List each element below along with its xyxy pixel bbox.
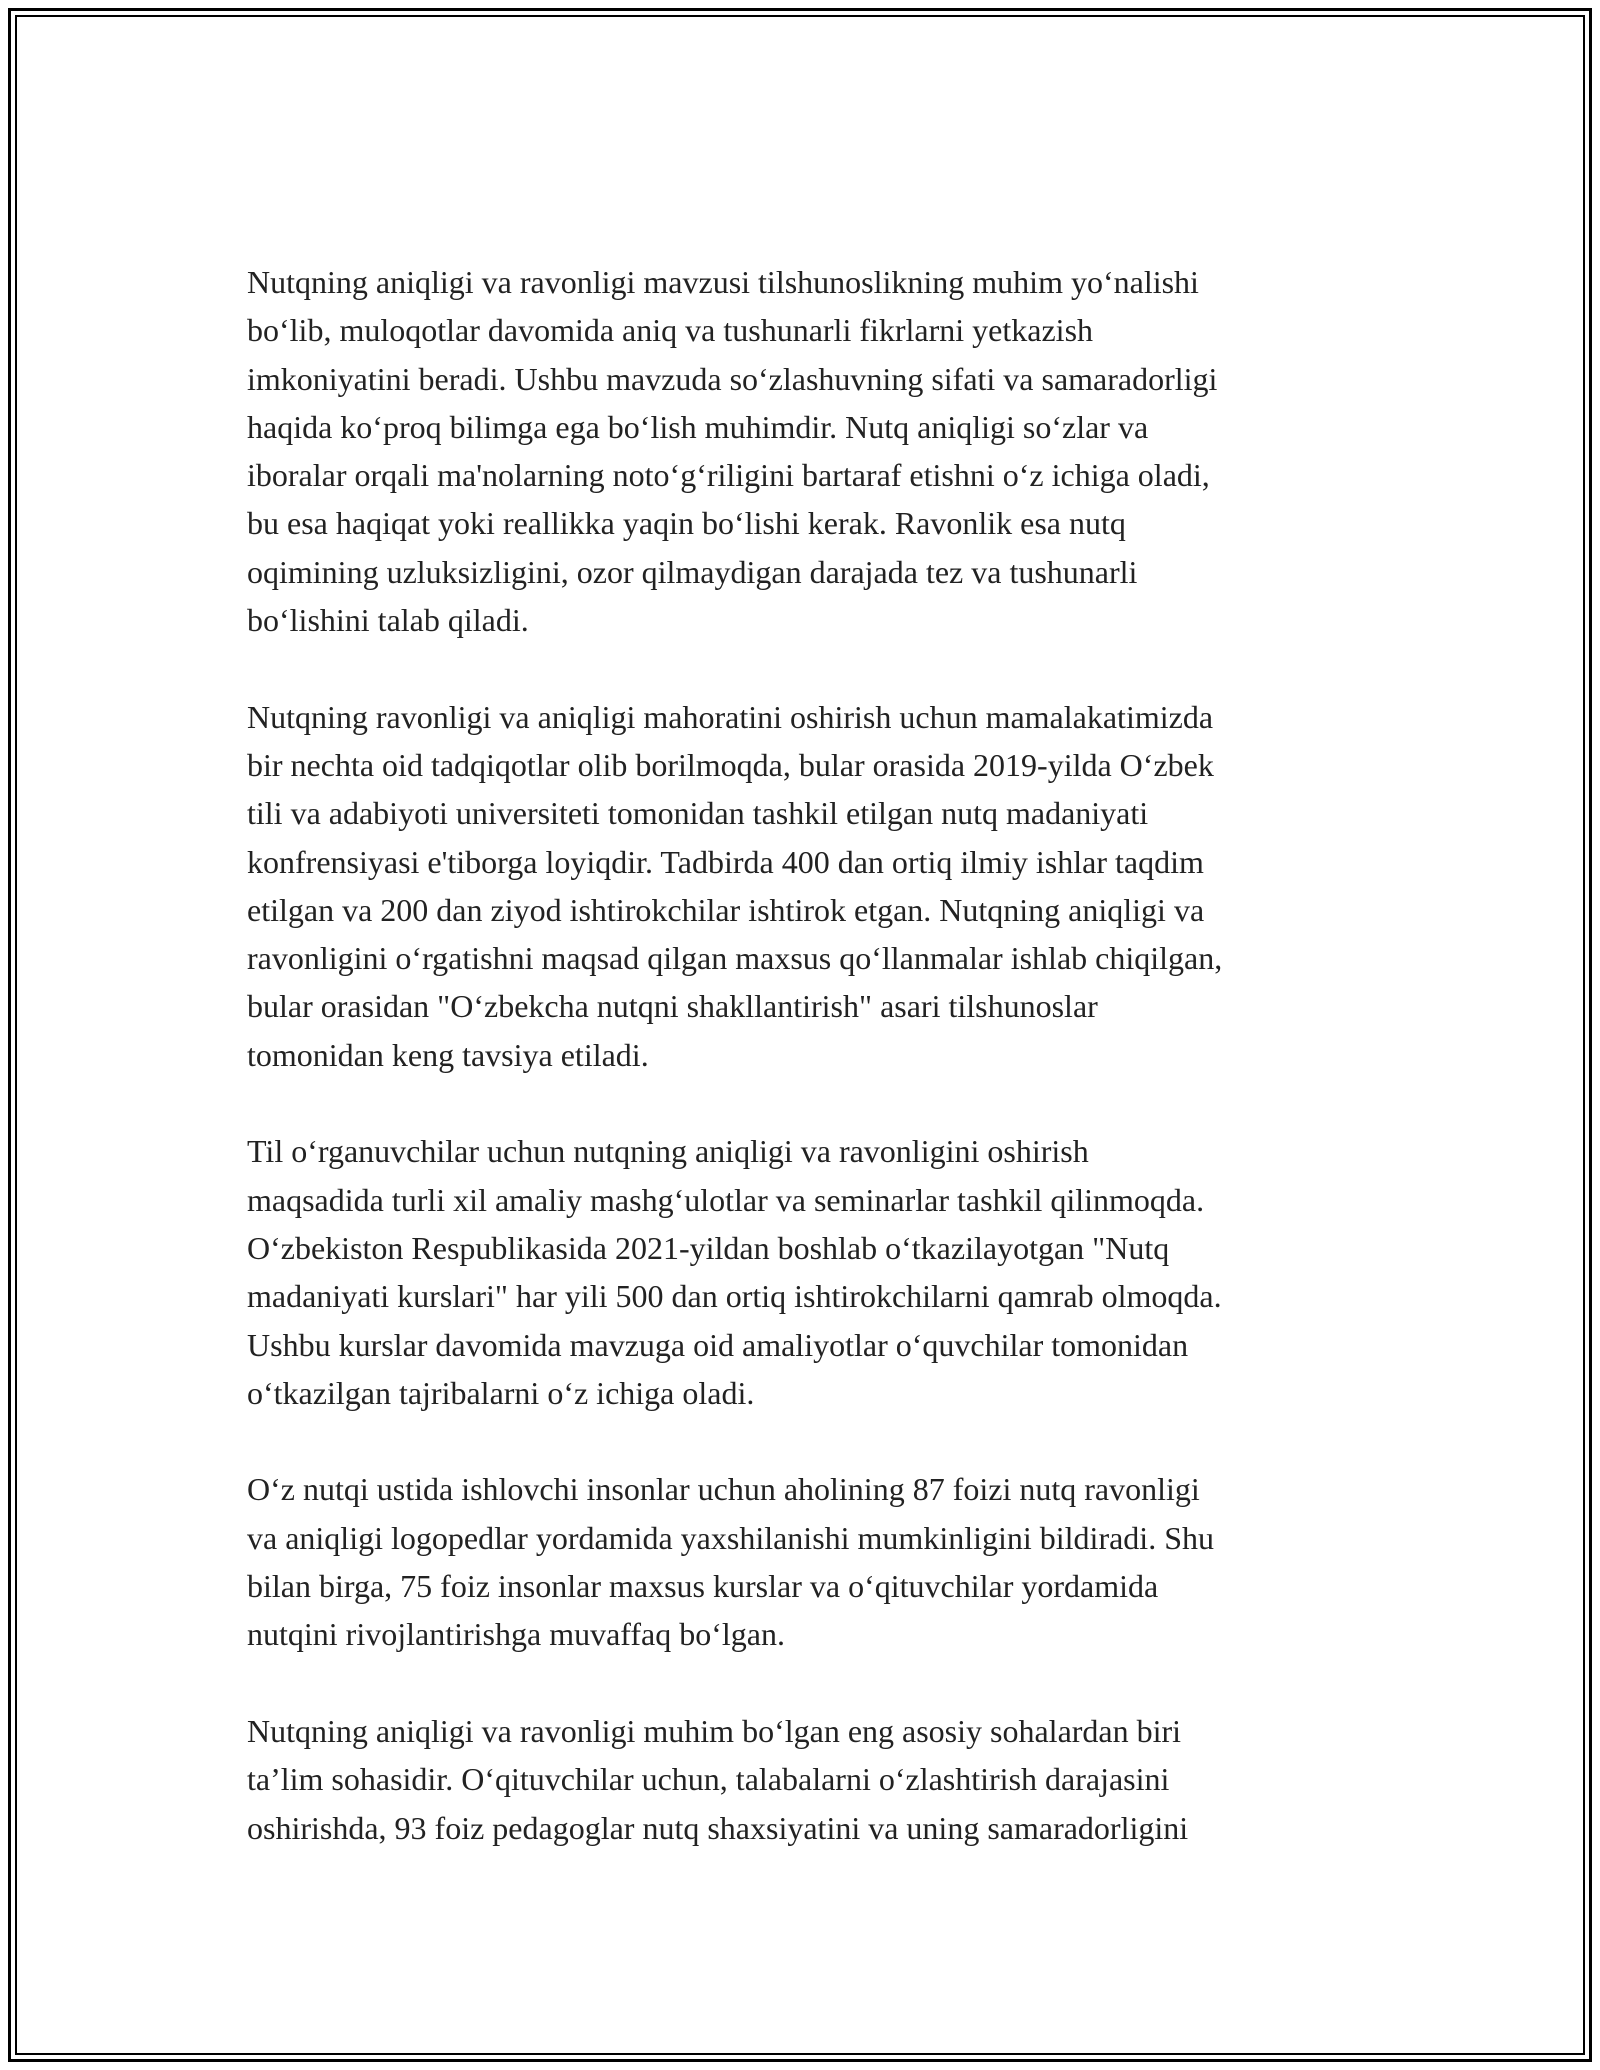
document-body [247, 258, 1387, 1852]
paragraph-5: Nutqning aniqligi va ravonligi muhim boʻlgan eng asosiy sohalardan biri taʼlim sohasidir. Oʻqituvchilar uchun, talabalarni oʻzlashtirish darajasini oshirishda, 93 foiz pedagoglar nutq shaxsiyatini va uning samaradorligini [247, 1712, 1189, 1846]
paragraph-3: Til oʻrganuvchilar uchun nutqning aniqligi va ravonligini oshirish maqsadida turli xil amaliy mashgʻulotlar va seminarlar tashkil qilinmoqda. Oʻzbekiston Respublikasida 2021-yildan boshlab oʻtkazilayotgan "Nutq madaniyati kurslari" har yili 500 dan ortiq ishtirokchilarni qamrab olmoqda. Ushbu kurslar davomida mavzuga oid amaliyotlar oʻquvchilar tomonidan oʻtkazilgan tajribalarni oʻz ichiga oladi. [247, 1133, 1222, 1411]
paragraph-2: Nutqning ravonligi va aniqligi mahoratini oshirish uchun mamalakatimizda bir nechta oid tadqiqotlar olib borilmoqda, bular orasida 2019-yilda Oʻzbek tili va adabiyoti universiteti tomonidan tashkil etilgan nutq madaniyati konfrensiyasi e'tiborga loyiqdir. Tadbirda 400 dan ortiq ilmiy ishlar taqdim etilgan va 200 dan ziyod ishtirokchilar ishtirok etgan. Nutqning aniqligi va ravonligini oʻrgatishni maqsad qilgan maxsus qoʻllanmalar ishlab chiqilgan, bular orasidan "Oʻzbekcha nutqni shakllantirish" asari tilshunoslar tomonidan keng tavsiya etiladi. [247, 698, 1223, 1073]
page-border [8, 8, 1592, 2062]
paragraph-1: Nutqning aniqligi va ravonligi mavzusi tilshunoslikning muhim yoʻnalishi boʻlib, muloqotlar davomida aniq va tushunarli fikrlarni yetkazish imkoniyatini beradi. Ushbu mavzuda soʻzlashuvning sifati va samaradorligi haqida koʻproq bilimga ega boʻlish muhimdir. Nutq aniqligi soʻzlar va iboralar orqali ma'nolarning notoʻgʻriligini bartaraf etishni oʻz ichiga oladi, bu esa haqiqat yoki reallikka yaqin boʻlishi kerak. Ravonlik esa nutq oqimining uzluksizligini, ozor qilmaydigan darajada tez va tushunarli boʻlishini talab qiladi. [247, 264, 1218, 639]
paragraph-4: Oʻz nutqi ustida ishlovchi insonlar uchun aholining 87 foizi nutq ravonligi va aniqligi logopedlar yordamida yaxshilanishi mumkinligini bildiradi. Shu bilan birga, 75 foiz insonlar maxsus kurslar va oʻqituvchilar yordamida nutqini rivojlantirishga muvaffaq boʻlgan. [247, 1471, 1214, 1653]
